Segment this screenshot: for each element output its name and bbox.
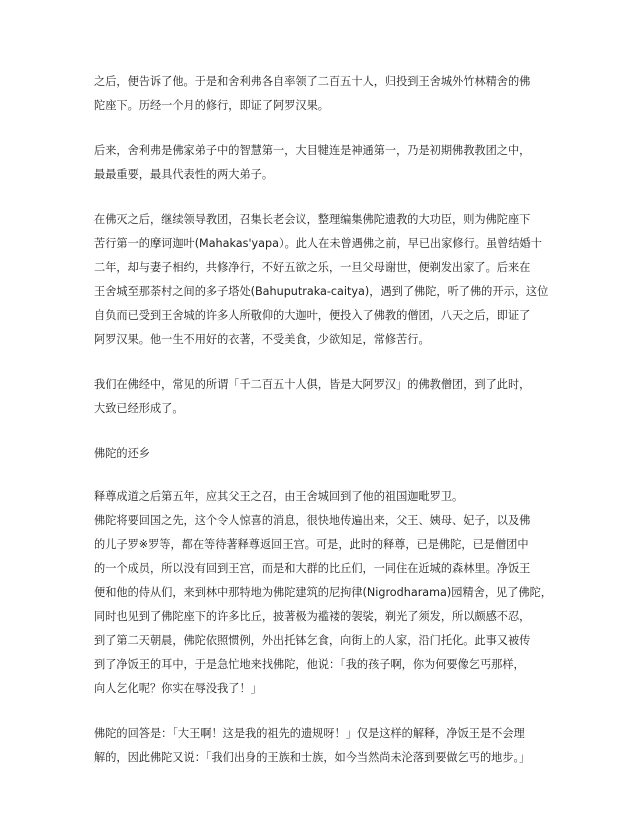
text-line: 佛陀的回答是：「大王啊！这是我的祖先的遗规呀！」仅是这样的解释，净饭王是不会理 (94, 727, 525, 740)
text-line: 解的，因此佛陀又说：「我们出身的王族和士族，如今当然尚未沦落到要做乞丐的地步。」 (94, 751, 531, 764)
text-line: 大致已经形成了。 (94, 402, 184, 415)
text-line: 自负而已受到王舍城的许多人所敬仰的大迦叶，便投入了佛教的僧团，八天之后，即证了 (94, 309, 531, 322)
text-line: 陀座下。历经一个月的修行，即证了阿罗汉果。 (94, 99, 329, 112)
text-line: 在佛灭之后，继续领导教团，召集长老会议，整理编集佛陀遗教的大功臣，则为佛陀座下 (94, 213, 531, 226)
text-line: 的一个成员，所以没有回到王宫，而是和大群的比丘们，一同住在近城的森林里。净饭王 (94, 562, 531, 575)
text-line: 向人乞化呢？你实在辱没我了！」 (94, 682, 262, 695)
paragraph-4 (94, 373, 546, 421)
paragraph-6 (94, 722, 546, 770)
text-line: 二年，却与妻子相约，共修净行，不好五欲之乐，一旦父母谢世，便剃发出家了。后来在 (94, 261, 531, 274)
paragraph-1 (94, 70, 546, 118)
text-line: 的儿子罗※罗等，都在等待著释尊返回王宫。可是，此时的释尊，已是佛陀，已是僧团中 (94, 538, 529, 551)
text-line: 佛陀将要回国之先，这个令人惊喜的消息，很快地传遍出来，父王、姨母、妃子，以及佛 (94, 514, 531, 527)
text-line: 苦行第一的摩诃迦叶(Mahakas'yapa）。此人在未曾遇佛之前，早已出家修行。虽曾结婚十 (94, 237, 542, 250)
text-line: 王舍城至那荼村之间的多子塔处(Bahuputraka-caitya)，遇到了佛陀，听了佛的开示，这位 (94, 285, 549, 298)
text-line: 释尊成道之后第五年，应其父王之召，由王舍城回到了他的祖国迦毗罗卫。 (94, 490, 464, 503)
text-line: 阿罗汉果。他一生不用好的衣著，不受美食，少欲知足，常修苦行。 (94, 333, 430, 346)
text-line: 我们在佛经中，常见的所谓「千二百五十人俱，皆是大阿罗汉」的佛教僧团，到了此时， (94, 378, 531, 391)
paragraph-3 (94, 208, 549, 352)
text-line: 最最重要，最具代表性的两大弟子。 (94, 168, 274, 181)
text-line: 同时也见到了佛陀座下的许多比丘，披著极为褴褛的袈裟，剃光了须发，所以颇感不忍， (94, 610, 531, 623)
text-line: 便和他的侍从们，来到林中那特地为佛陀建筑的尼拘律(Nigrodharama)园精舍，见了佛陀， (94, 586, 552, 599)
paragraph-5 (94, 485, 552, 701)
text-line: 之后，便告诉了他。于是和舍利弗各自率领了二百五十人，归投到王舍城外竹林精舍的佛 (94, 75, 531, 88)
text-line: 后来，舍利弗是佛家弟子中的智慧第一，大目犍连是神通第一，乃是初期佛教教团之中， (94, 144, 531, 157)
text-line: 到了第二天朝晨，佛陀依照惯例，外出托钵乞食，向街上的人家，沿门托化。此事又被传 (94, 634, 531, 647)
document-body (94, 70, 552, 791)
paragraph-2 (94, 139, 546, 187)
text-line: 到了净饭王的耳中，于是急忙地来找佛陀，他说：「我的孩子啊，你为何要像乞丐那样， (94, 658, 525, 671)
section-heading: 佛陀的还乡 (94, 447, 150, 460)
